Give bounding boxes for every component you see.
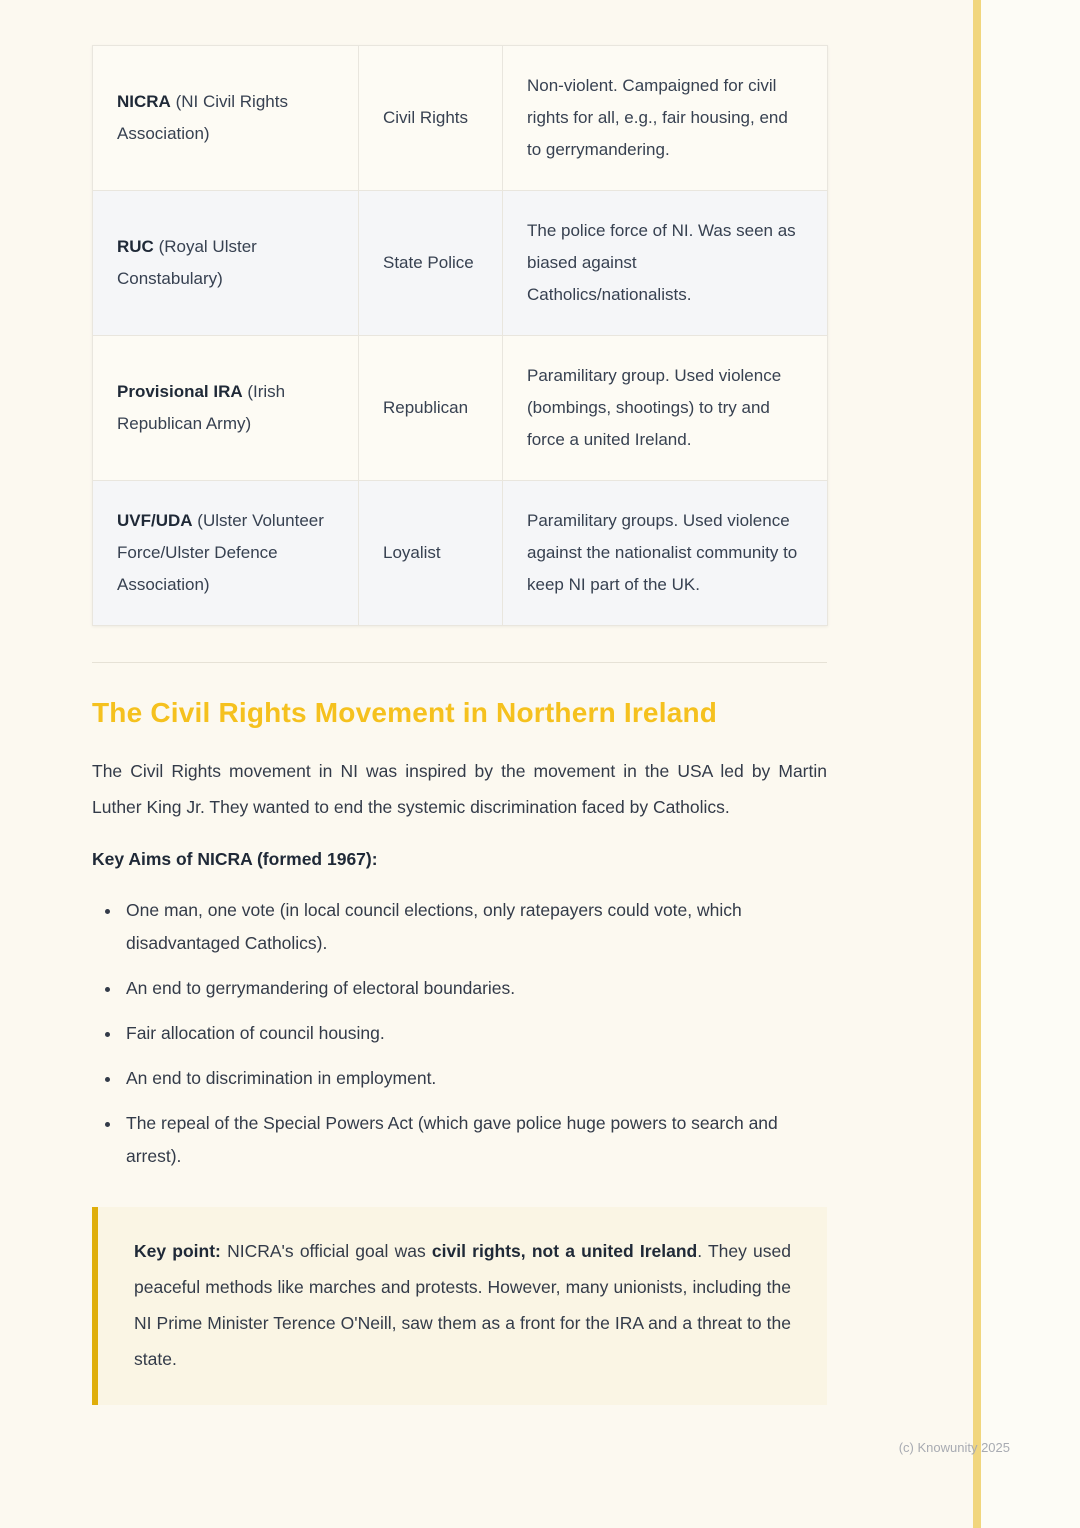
table-row <box>93 46 828 191</box>
term-expansion: (Ulster Volunteer Force/Ulster Defence Association) <box>117 511 324 594</box>
section-divider <box>92 662 827 663</box>
aim-item: • One man, one vote (in local council elections, only ratepayers could vote, which disadvantaged Catholics). <box>122 894 827 960</box>
section-title: The Civil Rights Movement in Northern Ireland <box>92 697 718 728</box>
keypoint-text-1: NICRA's official goal was <box>220 1241 432 1261</box>
term-cell <box>93 336 359 481</box>
aim-item: • Fair allocation of council housing. <box>122 1017 827 1050</box>
type-cell: Loyalist <box>359 481 503 626</box>
term-cell <box>93 481 359 626</box>
term-name: Provisional IRA <box>117 382 243 401</box>
groups-table <box>92 45 828 626</box>
table-row <box>93 336 828 481</box>
aim-item: • An end to discrimination in employment. <box>122 1062 827 1095</box>
term-name: NICRA <box>117 92 171 111</box>
side-accent-bar <box>973 0 981 1528</box>
description-cell: Non-violent. Campaigned for civil rights for all, e.g., fair housing, end to gerrymandering. <box>503 46 828 191</box>
term-expansion: (Royal Ulster Constabulary) <box>117 237 257 288</box>
description-cell: Paramilitary groups. Used violence against the nationalist community to keep NI part of the UK. <box>503 481 828 626</box>
page-content <box>92 45 827 1405</box>
type-cell: Republican <box>359 336 503 481</box>
right-margin-area <box>981 0 1080 1528</box>
term-cell <box>93 191 359 336</box>
type-cell: State Police <box>359 191 503 336</box>
aim-item: • The repeal of the Special Powers Act (which gave police huge powers to search and arrest). <box>122 1107 827 1173</box>
term-expansion: (NI Civil Rights Association) <box>117 92 288 143</box>
term-name: RUC <box>117 237 154 256</box>
keypoint-label: Key point: <box>134 1241 221 1261</box>
table-row <box>93 481 828 626</box>
term-expansion: (Irish Republican Army) <box>117 382 286 433</box>
keypoint-bold-phrase: civil rights, not a united Ireland <box>431 1241 698 1261</box>
intro-paragraph: The Civil Rights movement in NI was inspired by the movement in the USA led by Martin Luther King Jr. They wanted to end the systemic discrimination faced by Catholics. <box>92 761 827 817</box>
term-name: UVF/UDA <box>117 511 193 530</box>
table-row <box>93 191 828 336</box>
keypoint-text-2: . They used peaceful methods like marches and protests. However, many unionists, including the NI Prime Minister Terence O'Neill, saw them as a front for the IRA and a threat to the state. <box>134 1241 792 1369</box>
aim-item: • An end to gerrymandering of electoral boundaries. <box>122 972 827 1005</box>
description-cell: The police force of NI. Was seen as biased against Catholics/nationalists. <box>503 191 828 336</box>
keypoint-box <box>92 1207 827 1405</box>
term-cell <box>93 46 359 191</box>
type-cell: Civil Rights <box>359 46 503 191</box>
watermark: (c) Knowunity 2025 <box>898 1440 1010 1455</box>
aims-list <box>92 894 827 1173</box>
description-cell: Paramilitary group. Used violence (bombings, shootings) to try and force a united Ireland. <box>503 336 828 481</box>
aims-heading: Key Aims of NICRA (formed 1967): <box>92 849 378 869</box>
